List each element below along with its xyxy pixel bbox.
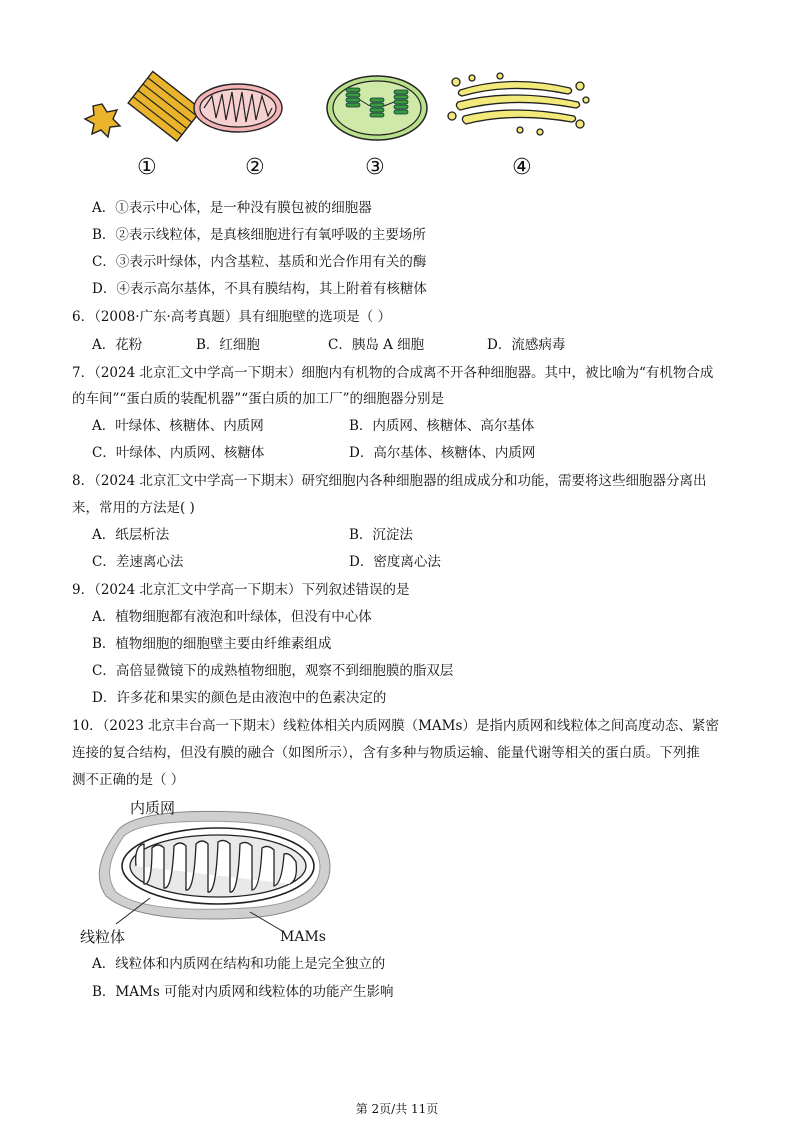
- q6-stem: 6．（2008·广东·高考真题）具有细胞壁的选项是（ ）: [72, 309, 392, 325]
- golgi-illustration: [448, 73, 589, 135]
- q8-option-b[interactable]: B．沉淀法: [349, 527, 413, 543]
- q10-option-a[interactable]: A．线粒体和内质网在结构和功能上是完全独立的: [92, 956, 386, 972]
- mams-label: MAMs: [280, 929, 326, 945]
- figure-label-1: ①: [137, 155, 157, 180]
- figure-label-4: ④: [512, 155, 532, 180]
- q6-option-d[interactable]: D．流感病毒: [487, 337, 566, 353]
- mams-diagram: [78, 796, 358, 946]
- organelle-figure: [80, 66, 600, 150]
- q10-option-b[interactable]: B．MAMs 可能对内质网和线粒体的功能产生影响: [92, 984, 394, 1000]
- q8-option-a[interactable]: A．纸层析法: [92, 527, 170, 543]
- mams-figure: [78, 796, 358, 946]
- q6-option-a[interactable]: A．花粉: [92, 337, 143, 353]
- mitochondrion-label: 线粒体: [80, 928, 126, 946]
- q10-stem-line-1: 10．（2023 北京丰台高一下期末）线粒体相关内质网膜（MAMs）是指内质网和线粒体之间高度动态、紧密: [72, 718, 719, 734]
- q5-option-c[interactable]: C．③表示叶绿体，内含基粒、基质和光合作用有关的酶: [92, 254, 427, 270]
- q7-stem-line-2: 的车间”“蛋白质的装配机器”“蛋白质的加工厂”的细胞器分别是: [72, 391, 445, 407]
- q9-option-d[interactable]: D．许多花和果实的颜色是由液泡中的色素决定的: [92, 690, 387, 706]
- q6-option-c[interactable]: C．胰岛 A 细胞: [328, 337, 425, 353]
- q5-option-a[interactable]: A．①表示中心体，是一种没有膜包被的细胞器: [92, 200, 372, 216]
- chloroplast-illustration: [327, 76, 427, 140]
- q9-option-c[interactable]: C．高倍显微镜下的成熟植物细胞，观察不到细胞膜的脂双层: [92, 663, 454, 679]
- q7-option-d[interactable]: D．高尔基体、核糖体、内质网: [349, 445, 536, 461]
- figure-label-2: ②: [245, 155, 265, 180]
- centriole-illustration: [85, 71, 202, 141]
- mitochondrion-illustration: [194, 84, 282, 132]
- er-label: 内质网: [130, 799, 176, 817]
- page-footer: 第 2页/共 11页: [355, 1102, 439, 1116]
- q8-stem-line-2: 来，常用的方法是( ): [72, 500, 195, 516]
- q6-option-b[interactable]: B．红细胞: [196, 337, 260, 353]
- q8-stem-line-1: 8．（2024 北京汇文中学高一下期末）研究细胞内各种细胞器的组成成分和功能，需要将这些细胞器分离出: [72, 473, 707, 489]
- q7-option-b[interactable]: B．内质网、核糖体、高尔基体: [349, 418, 535, 434]
- q7-option-a[interactable]: A．叶绿体、核糖体、内质网: [92, 418, 264, 434]
- q9-option-b[interactable]: B．植物细胞的细胞壁主要由纤维素组成: [92, 636, 332, 652]
- organelle-illustrations: [80, 66, 600, 150]
- q7-stem-line-1: 7．（2024 北京汇文中学高一下期末）细胞内有机物的合成离不开各种细胞器。其中，被比喻为“有机物合成: [72, 365, 714, 381]
- q10-stem-line-3: 测不正确的是（ ）: [72, 772, 185, 788]
- q5-option-d[interactable]: D．④表示高尔基体，不具有膜结构，其上附着有核糖体: [92, 281, 427, 297]
- q9-option-a[interactable]: A．植物细胞都有液泡和叶绿体，但没有中心体: [92, 609, 372, 625]
- q9-stem: 9．（2024 北京汇文中学高一下期末）下列叙述错误的是: [72, 582, 410, 598]
- q5-option-b[interactable]: B．②表示线粒体，是真核细胞进行有氧呼吸的主要场所: [92, 227, 426, 243]
- q8-option-c[interactable]: C．差速离心法: [92, 554, 184, 570]
- figure-label-3: ③: [365, 155, 385, 180]
- q10-stem-line-2: 连接的复合结构，但没有膜的融合（如图所示），含有多种与物质运输、能量代谢等相关的蛋白质。下列推: [72, 745, 700, 761]
- q8-option-d[interactable]: D．密度离心法: [349, 554, 441, 570]
- q7-option-c[interactable]: C．叶绿体、内质网、核糖体: [92, 445, 265, 461]
